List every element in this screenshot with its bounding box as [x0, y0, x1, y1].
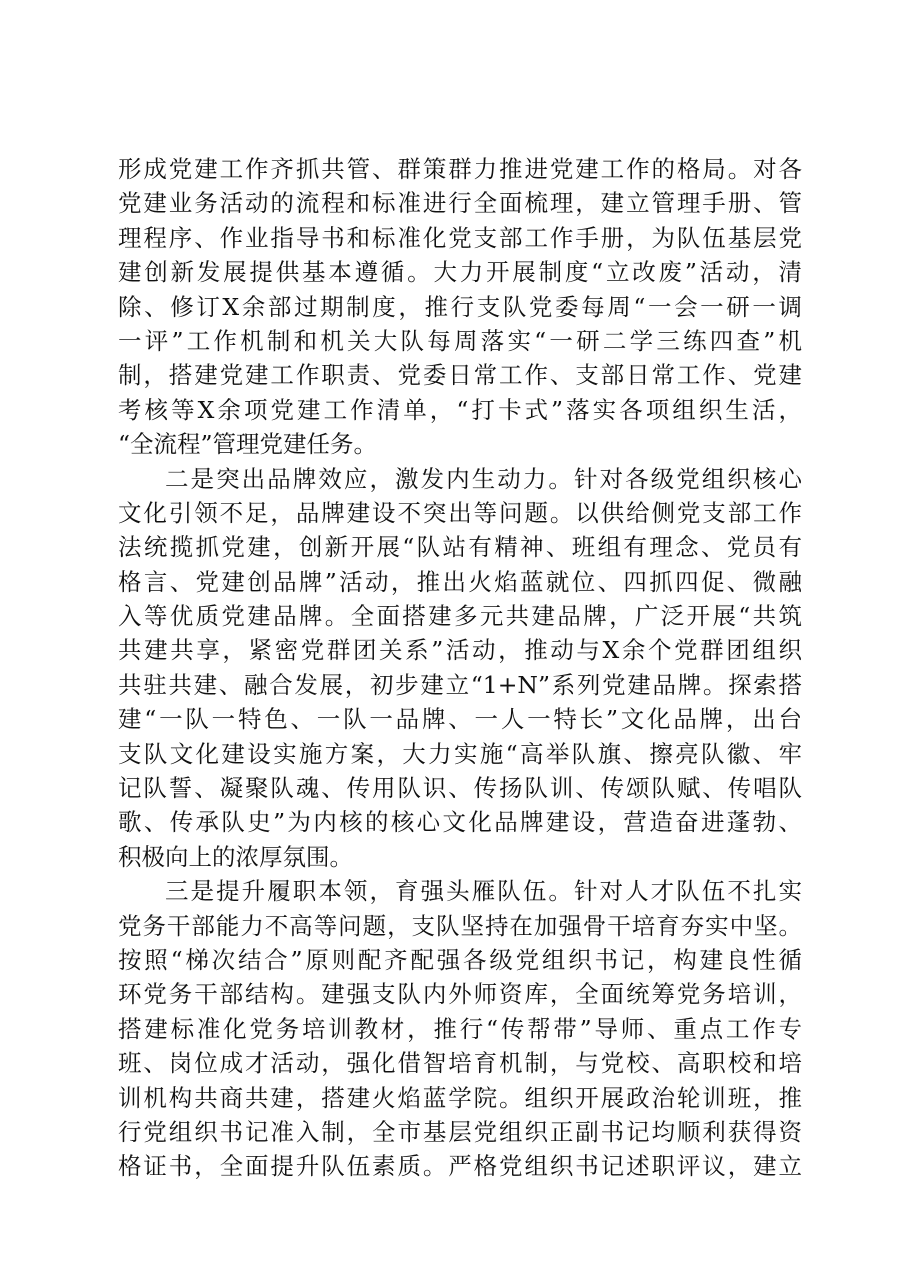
text-line: 制，搭建党建工作职责、党委日常工作、支部日常工作、党建 [118, 361, 802, 390]
text-line: 格言、党建创品牌”活动，推出火焰蓝就位、四抓四促、微融 [118, 567, 802, 596]
text-line: 按照“梯次结合”原则配齐配强各级党组织书记，构建良性循 [118, 945, 802, 974]
text-line: 党建业务活动的流程和标准进行全面梳理，建立管理手册、管 [118, 189, 802, 218]
text-line: 环党务干部结构。建强支队内外师资库，全面统筹党务培训， [118, 980, 802, 1009]
text-line: 记队誓、凝聚队魂、传用队识、传扬队训、传颂队赋、传唱队 [118, 774, 802, 803]
text-line: 文化引领不足，品牌建设不突出等问题。以供给侧党支部工作 [118, 498, 802, 527]
text-line: 共驻共建、融合发展，初步建立“1+N”系列党建品牌。探索搭 [118, 670, 802, 699]
text-line: 入等优质党建品牌。全面搭建多元共建品牌，广泛开展“共筑 [118, 602, 802, 631]
paragraph-start-line: 三是提升履职本领，育强头雁队伍。针对人才队伍不扎实 [165, 877, 802, 906]
text-line: 训机构共商共建，搭建火焰蓝学院。组织开展政治轮训班，推 [118, 1083, 802, 1112]
text-line: “全流程”管理党建任务。 [118, 430, 378, 459]
text-line: 形成党建工作齐抓共管、群策群力推进党建工作的格局。对各 [118, 155, 802, 183]
text-line: 格证书，全面提升队伍素质。严格党组织书记述职评议，建立 [118, 1152, 802, 1181]
text-line: 理程序、作业指导书和标准化党支部工作手册，为队伍基层党 [118, 223, 802, 252]
text-line: 建“一队一特色、一队一品牌、一人一特长”文化品牌，出台 [118, 705, 802, 734]
text-line: 班、岗位成才活动，强化借智培育机制，与党校、高职校和培 [118, 1049, 802, 1078]
text-line: 建创新发展提供基本遵循。大力开展制度“立改废”活动，清 [118, 258, 802, 287]
text-line: 考核等X余项党建工作清单，“打卡式”落实各项组织生活， [118, 395, 802, 424]
text-line: 共建共享，紧密党群团关系”活动，推动与X余个党群团组织 [118, 636, 802, 665]
paragraph-start-line: 二是突出品牌效应，激发内生动力。针对各级党组织核心 [165, 464, 802, 493]
text-line: 法统揽抓党建，创新开展“队站有精神、班组有理念、党员有 [118, 533, 802, 562]
text-line: 除、修订X余部过期制度，推行支队党委每周“一会一研一调 [118, 292, 802, 321]
text-line: 一评”工作机制和机关大队每周落实“一研二学三练四查”机 [118, 326, 802, 355]
text-line: 党务干部能力不高等问题，支队坚持在加强骨干培育夯实中坚。 [118, 911, 802, 940]
text-line: 搭建标准化党务培训教材，推行“传帮带”导师、重点工作专 [118, 1014, 802, 1043]
body-text [118, 152, 802, 1184]
text-line: 支队文化建设实施方案，大力实施“高举队旗、擦亮队徽、牢 [118, 739, 802, 768]
text-line: 行党组织书记准入制，全市基层党组织正副书记均顺利获得资 [118, 1117, 802, 1146]
text-line: 积极向上的浓厚氛围。 [118, 842, 353, 871]
text-line: 歌、传承队史”为内核的核心文化品牌建设，营造奋进蓬勃、 [118, 808, 802, 837]
